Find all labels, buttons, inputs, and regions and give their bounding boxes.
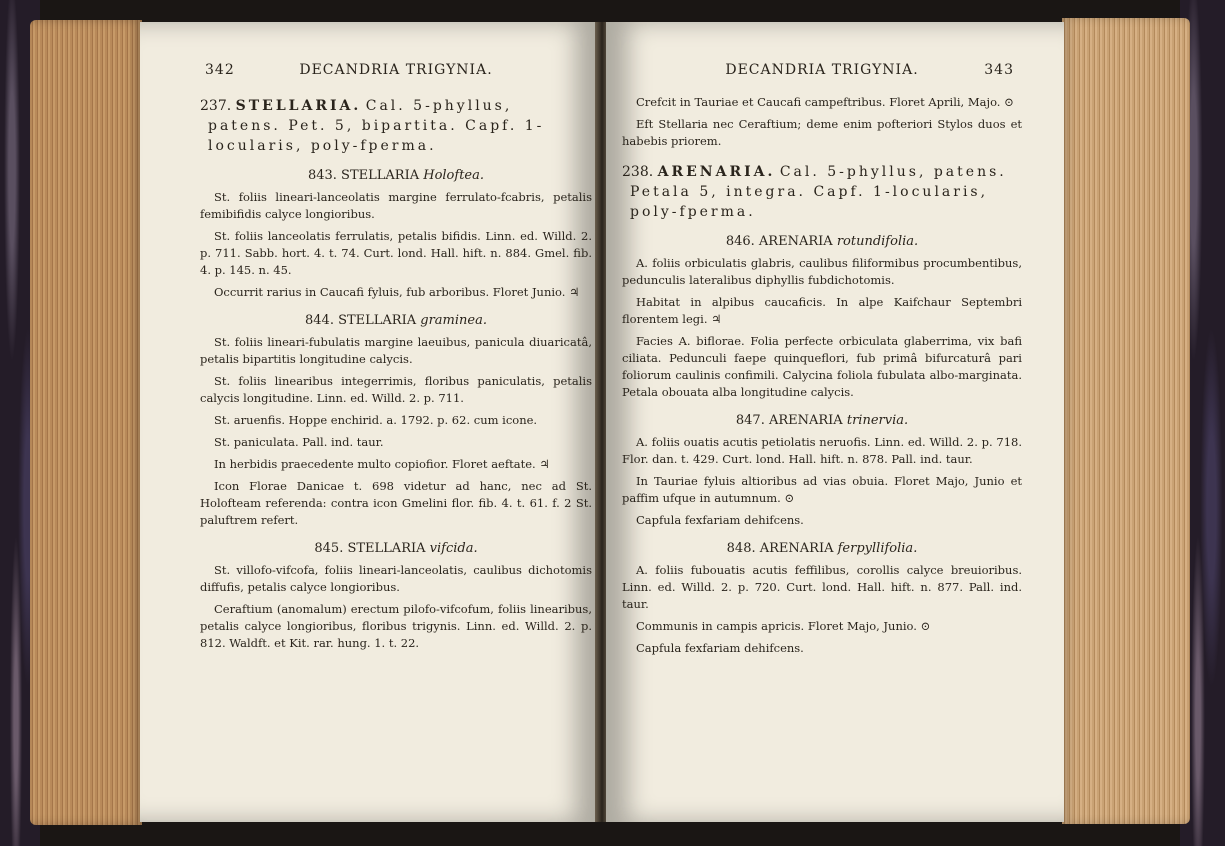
paragraph: Icon Florae Danicae t. 698 videtur ad hanc, nec ad St. Holofteam referenda: contra icon Gmelini flor. fib. 4. t. 61. f. 2 St. paluftrem refert. xyxy=(200,479,592,527)
species-number-name: 844. STELLARIA xyxy=(305,313,417,328)
right-page xyxy=(606,22,1064,822)
genus-description xyxy=(200,96,592,156)
species-heading xyxy=(200,168,592,183)
paragraph: St. foliis lanceolatis ferrulatis, petalis bifidis. Linn. ed. Willd. 2. p. 711. Sabb. hort. 4. t. 74. Curt. lond. Hall. hift. n. 884. Gmel. fib. 4. p. 145. n. 45. xyxy=(200,229,592,277)
paragraph: St. villofo-vifcofa, foliis lineari-lanceolatis, caulibus dichotomis diffufis, petalis calyce longioribus. xyxy=(200,563,592,594)
paragraph: St. foliis linearibus integerrimis, floribus paniculatis, petalis calycis longitudine. Linn. ed. Willd. 2. p. 711. xyxy=(200,374,592,405)
paragraph: St. aruenfis. Hoppe enchirid. a. 1792. p. 62. cum icone. xyxy=(214,413,538,427)
paragraph: St. foliis lineari-lanceolatis margine ferrulato-fcabris, petalis femibifidis calyce longioribus. xyxy=(200,190,592,221)
paragraph: Habitat in alpibus caucaficis. In alpe Kaifchaur Septembri florentem legi. ♃ xyxy=(622,295,1022,326)
species-heading xyxy=(200,541,592,556)
paragraph: Occurrit rarius in Caucafi fyluis, fub arboribus. Floret Junio. ♃ xyxy=(214,285,580,299)
paragraph: A. foliis fubouatis acutis feffilibus, corollis calyce breuioribus. Linn. ed. Willd. 2. p. 720. Curt. lond. Hall. hift. n. 877. Pall. ind. taur. xyxy=(622,563,1022,611)
paragraph: Facies A. biflorae. Folia perfecte orbiculata glaberrima, vix bafi ciliata. Pedunculi faepe quinqueflori, fub primâ bifurcaturâ pari foliorum caulinis confimili. Calycina foliola fubulata albo-marginata. Petala obouata alba longitudine calycis. xyxy=(622,334,1022,399)
paragraph: In herbidis praecedente multo copiofior. Floret aeftate. ♃ xyxy=(214,457,550,471)
species-epithet: graminea. xyxy=(420,313,487,328)
paragraph: Eft Stellaria nec Ceraftium; deme enim pofteriori Stylos duos et habebis priorem. xyxy=(622,117,1022,148)
species-heading xyxy=(622,541,1022,556)
paragraph: In Tauriae fyluis altioribus ad vias obuia. Floret Majo, Junio et paffim ufque in autumnum. ⊙ xyxy=(622,474,1022,505)
running-header xyxy=(622,62,1022,84)
paragraph: A. foliis orbiculatis glabris, caulibus filiformibus procumbentibus, pedunculis lateralibus diphyllis fubdichotomis. xyxy=(622,256,1022,287)
species-number-name: 843. STELLARIA xyxy=(307,168,420,183)
genus-text: Cal. 5-phyllus, patens. Petala 5, integra. Capf. 1-locularis, poly-fperma. xyxy=(630,164,1007,220)
left-page xyxy=(140,22,598,822)
genus-name: STELLARIA. xyxy=(235,98,362,114)
header-title: DECANDRIA TRIGYNIA. xyxy=(725,62,919,78)
header-title: DECANDRIA TRIGYNIA. xyxy=(299,62,493,78)
paragraph: A. foliis ouatis acutis petiolatis neruofis. Linn. ed. Willd. 2. p. 718. Flor. dan. t. 429. Curt. lond. Hall. hift. n. 878. Pall. ind. taur. xyxy=(622,435,1022,466)
species-epithet: rotundifolia. xyxy=(836,234,919,249)
species-epithet: trinervia. xyxy=(846,413,909,428)
page-edges-right xyxy=(1062,18,1190,824)
running-header xyxy=(200,62,592,84)
genus-description xyxy=(622,162,1022,222)
species-number-name: 846. ARENARIA xyxy=(725,234,833,249)
genus-number: 237. xyxy=(200,98,232,114)
paragraph: St. foliis lineari-fubulatis margine laeuibus, panicula diuaricatâ, petalis bipartitis longitudine calycis. xyxy=(200,335,592,366)
paragraph: Crefcit in Tauriae et Caucafi campeftribus. Floret Aprili, Majo. ⊙ xyxy=(636,95,1014,109)
species-heading xyxy=(200,313,592,328)
species-number-name: 847. ARENARIA xyxy=(735,413,843,428)
page-number: 342 xyxy=(205,62,235,78)
paragraph: Ceraftium (anomalum) erectum pilofo-vifcofum, foliis linearibus, petalis calyce longioribus, floribus trigynis. Linn. ed. Willd. 2. p. 812. Waldft. et Kit. rar. hung. 1. t. 22. xyxy=(200,602,592,650)
species-heading xyxy=(622,234,1022,249)
species-heading xyxy=(622,413,1022,428)
paragraph: Communis in campis apricis. Floret Majo, Junio. ⊙ xyxy=(636,619,931,633)
genus-text: Cal. 5-phyllus, patens. Pet. 5, bipartita. Capf. 1-locularis, poly-fperma. xyxy=(208,98,545,154)
genus-number: 238. xyxy=(622,164,654,180)
paragraph: Capfula fexfariam dehifcens. xyxy=(636,641,804,655)
page-edges-left xyxy=(30,20,142,825)
species-epithet: vifcida. xyxy=(429,541,478,556)
species-epithet: ferpyllifolia. xyxy=(837,541,918,556)
page-number: 343 xyxy=(984,62,1014,78)
paragraph: Capfula fexfariam dehifcens. xyxy=(636,513,804,527)
species-number-name: 845. STELLARIA xyxy=(314,541,426,556)
paragraph: St. paniculata. Pall. ind. taur. xyxy=(214,435,384,449)
species-number-name: 848. ARENARIA xyxy=(726,541,834,556)
genus-name: ARENARIA. xyxy=(657,164,776,180)
species-epithet: Holoftea. xyxy=(423,168,484,183)
